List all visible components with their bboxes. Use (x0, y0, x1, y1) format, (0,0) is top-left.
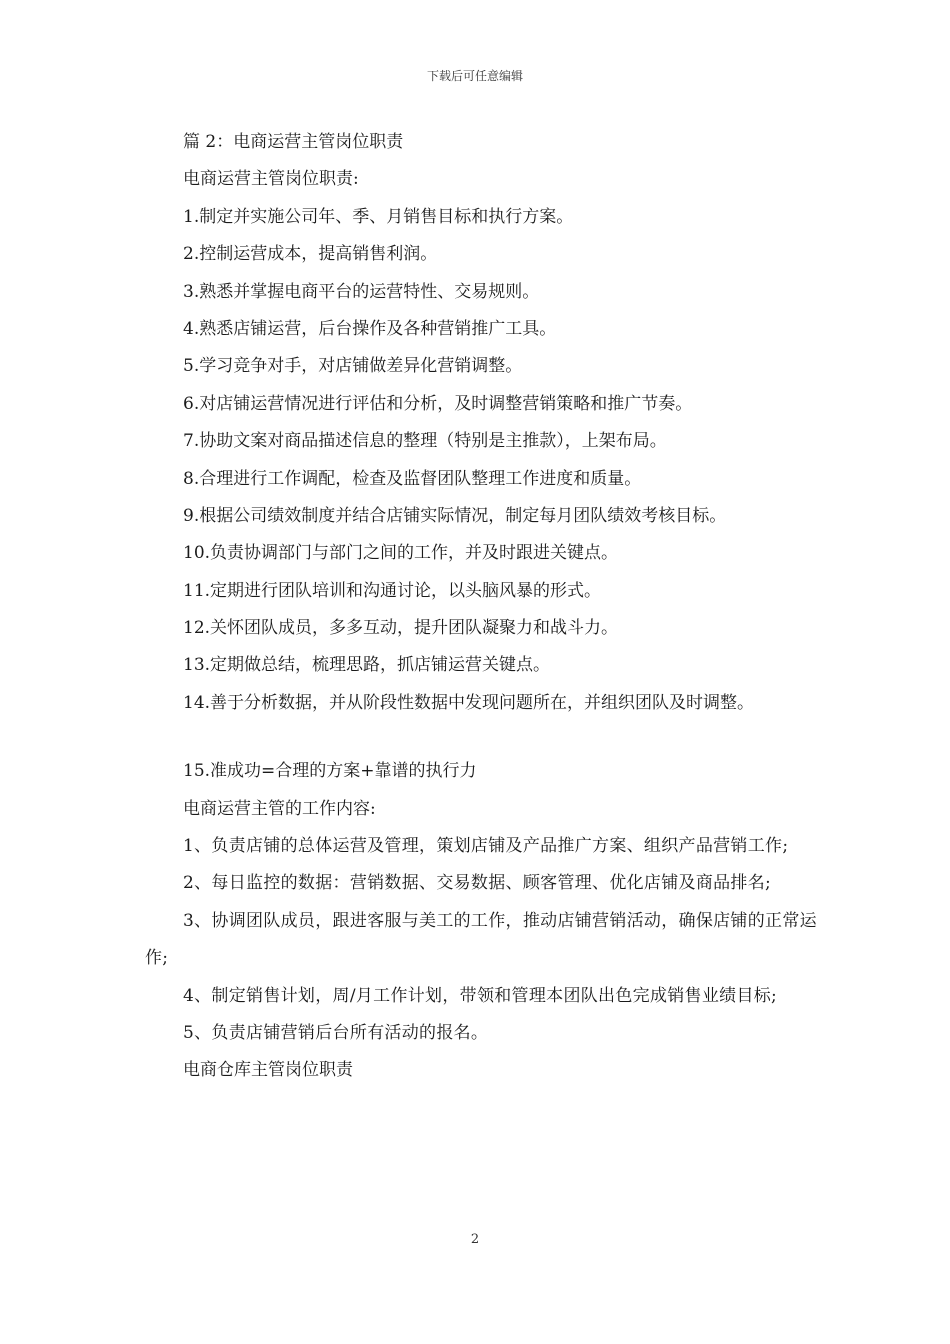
duty-item: 2.控制运营成本，提高销售利润。 (183, 244, 438, 265)
page-header: 下载后可任意编辑 (426, 69, 523, 83)
duty-item: 9.根据公司绩效制度并结合店铺实际情况，制定每月团队绩效考核目标。 (183, 505, 727, 526)
duty-item: 13.定期做总结，梳理思路，抓店铺运营关键点。 (183, 655, 551, 676)
work-list (145, 828, 825, 1052)
duty-item: 8.合理进行工作调配，检查及监督团队整理工作进度和质量。 (183, 468, 642, 489)
next-section-heading: 电商仓库主管岗位职责 (183, 1060, 353, 1081)
duty-item: 7.协助文案对商品描述信息的整理（特别是主推款），上架布局。 (183, 431, 667, 452)
duty-item: 4.熟悉店铺运营，后台操作及各种营销推广工具。 (183, 318, 557, 339)
duty-item: 3.熟悉并掌握电商平台的运营特性、交易规则。 (183, 281, 540, 302)
section-title: 篇 2：电商运营主管岗位职责 (183, 132, 404, 152)
work-item: 5、负责店铺营销后台所有活动的报名。 (183, 1023, 489, 1044)
duty-item: 10.负责协调部门与部门之间的工作，并及时跟进关键点。 (183, 543, 619, 564)
spacer (145, 722, 825, 753)
duty-item: 6.对店铺运营情况进行评估和分析，及时调整营销策略和推广节奏。 (183, 393, 693, 414)
duty-item: 11.定期进行团队培训和沟通讨论，以头脑风暴的形式。 (183, 580, 602, 601)
duty-item: 14.善于分析数据，并从阶段性数据中发现问题所在，并组织团队及时调整。 (183, 692, 755, 713)
work-item: 4、制定销售计划，周/月工作计划，带领和管理本团队出色完成销售业绩目标; (183, 985, 778, 1006)
section-subtitle: 电商运营主管岗位职责: (183, 169, 359, 190)
work-item: 1、负责店铺的总体运营及管理，策划店铺及产品推广方案、组织产品营销工作; (183, 836, 789, 857)
page-number: 2 (470, 1232, 480, 1247)
duty-item: 5.学习竞争对手，对店铺做差异化营销调整。 (183, 356, 523, 377)
duty-list (145, 199, 825, 722)
duty-item-15: 15.准成功=合理的方案+靠谱的执行力 (183, 761, 477, 782)
work-heading: 电商运营主管的工作内容: (183, 798, 376, 819)
duty-item: 12.关怀团队成员，多多互动，提升团队凝聚力和战斗力。 (183, 618, 619, 639)
work-item: 3、协调团队成员，跟进客服与美工的工作，推动店铺营销活动，确保店铺的正常运作; (145, 910, 817, 969)
document-body (145, 124, 825, 1090)
duty-item: 1.制定并实施公司年、季、月销售目标和执行方案。 (183, 206, 574, 227)
work-item: 2、每日监控的数据：营销数据、交易数据、顾客管理、优化店铺及商品排名; (183, 873, 772, 894)
